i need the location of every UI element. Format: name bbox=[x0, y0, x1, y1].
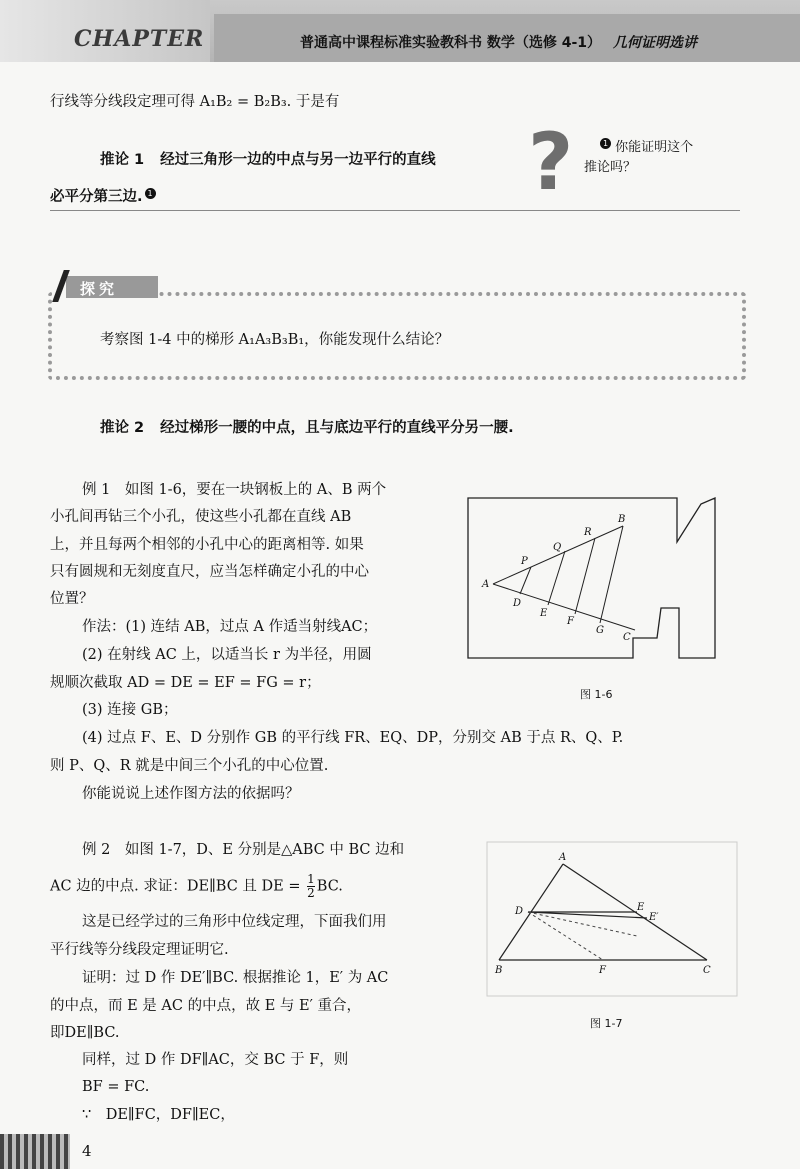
dashed-lines bbox=[528, 912, 637, 960]
example-2-line: 同样，过 D 作 DF∥AC，交 BC 于 F，则 bbox=[82, 1052, 349, 1068]
example-2-line: 证明：过 D 作 DE′∥BC. 根据推论 1，E′ 为 AC bbox=[82, 970, 389, 986]
point-label: D bbox=[515, 906, 524, 917]
example-2-line: 这是已经学过的三角形中位线定理，下面我们用 bbox=[82, 914, 387, 930]
example-2-line2-post: BC. bbox=[316, 878, 343, 895]
point-label: C bbox=[703, 965, 711, 976]
example-2-line: 的中点，而 E 是 AC 的中点，故 E 与 E′ 重合， bbox=[50, 998, 361, 1014]
figure-1-6-caption: 图 1-6 bbox=[580, 688, 613, 701]
example-1-line: 则 P、Q、R 就是中间三个小孔的中心位置. bbox=[50, 758, 329, 774]
side-note-line2: 推论吗？ bbox=[584, 160, 637, 175]
fraction bbox=[307, 873, 315, 900]
corollary-2-label: 推论 2 bbox=[100, 420, 145, 436]
segment-FR bbox=[575, 538, 595, 614]
figure-1-7-labels bbox=[494, 852, 711, 976]
point-label: B bbox=[618, 514, 626, 525]
segment-AB bbox=[493, 526, 623, 584]
footer-bar bbox=[0, 1134, 70, 1169]
example-1-line: 你能说说上述作图方法的依据吗？ bbox=[82, 786, 300, 802]
note-marker-icon: 1 bbox=[145, 188, 156, 199]
fraction-denominator: 2 bbox=[307, 886, 315, 900]
explore-text: 考察图 1-4 中的梯形 A₁A₃B₃B₁，你能发现什么结论？ bbox=[100, 332, 450, 348]
point-label: F bbox=[567, 616, 574, 627]
chapter-label: CHAPTER bbox=[74, 26, 205, 52]
example-1-line: (3) 连接 GB； bbox=[82, 702, 178, 718]
point-label: E bbox=[540, 608, 548, 619]
intro-line: 行线等分线段定理可得 A₁B₂ = B₂B₃. 于是有 bbox=[50, 94, 340, 110]
corollary-2 bbox=[100, 418, 514, 438]
example-1-line: 上，并且每两个相邻的小孔中心的距离相等. 如果 bbox=[50, 537, 364, 553]
point-label: A bbox=[559, 852, 567, 863]
construction-lines bbox=[493, 526, 635, 630]
side-note bbox=[584, 138, 694, 178]
explore-label: 探究 bbox=[80, 280, 119, 298]
example-1-line: 位置？ bbox=[50, 591, 94, 607]
figure-1-6 bbox=[465, 490, 740, 670]
figure-1-7 bbox=[485, 840, 740, 1000]
corollary-2-text: 经过梯形一腰的中点，且与底边平行的直线平分另一腰. bbox=[160, 420, 514, 436]
example-1-line: 规顺次截取 AD = DE = EF = FG = r； bbox=[50, 675, 321, 691]
point-label: B bbox=[495, 965, 503, 976]
plate-edge bbox=[468, 498, 715, 658]
side-note-marker-icon: 1 bbox=[600, 138, 611, 149]
point-label: E′ bbox=[649, 912, 659, 923]
corollary-1-line2 bbox=[50, 187, 156, 207]
segment-GB bbox=[600, 526, 623, 623]
example-2-line: 平行线等分线段定理证明它. bbox=[50, 942, 229, 958]
example-2-line2 bbox=[50, 873, 343, 900]
point-label: A bbox=[482, 579, 490, 590]
steel-plate-outline bbox=[465, 498, 713, 660]
explore-tab bbox=[58, 268, 158, 302]
point-label: C bbox=[623, 632, 631, 643]
example-1-line: 小孔间再钻三个小孔，使这些小孔都在直线 AB bbox=[50, 509, 352, 525]
point-label: R bbox=[584, 527, 592, 538]
corollary-1-text-line2: 必平分第三边. bbox=[50, 189, 143, 205]
corollary-1-text-line1: 经过三角形一边的中点与另一边平行的直线 bbox=[160, 152, 436, 168]
example-1-line: 作法：(1) 连结 AB，过点 A 作适当射线AC； bbox=[82, 619, 378, 635]
point-label: F bbox=[599, 965, 606, 976]
corollary-1 bbox=[100, 150, 436, 170]
point-label: E bbox=[637, 902, 645, 913]
example-2-line1: 例 2 如图 1-7，D、E 分别是△ABC 中 BC 边和 bbox=[82, 842, 405, 858]
book-subtitle: 几何证明选讲 bbox=[613, 35, 698, 51]
question-mark-icon: ? bbox=[528, 118, 574, 208]
segment-D-to-AC bbox=[528, 912, 637, 936]
point-label: D bbox=[513, 598, 522, 609]
example-2-line: ∵ DE∥FC，DF∥EC， bbox=[82, 1107, 235, 1123]
side-note-line1 bbox=[598, 138, 693, 158]
example-2-line: 即DE∥BC. bbox=[50, 1025, 120, 1041]
side-note-line1-text: 你能证明这个 bbox=[615, 140, 694, 155]
segment-EQ bbox=[548, 551, 565, 605]
plate-shape bbox=[468, 498, 715, 658]
example-1-line: 只有圆规和无刻度直尺，应当怎样确定小孔的中心 bbox=[50, 564, 369, 580]
section-divider bbox=[50, 210, 740, 211]
book-title-text: 普通高中课程标准实验教科书 数学（选修 4-1） bbox=[300, 35, 602, 51]
example-2-line2-pre: AC 边的中点. 求证：DE∥BC 且 DE = bbox=[50, 878, 301, 895]
figure-1-7-caption: 图 1-7 bbox=[590, 1017, 623, 1030]
example-1-line: (4) 过点 F、E、D 分别作 GB 的平行线 FR、EQ、DP，分别交 AB 于点 R、Q、P. bbox=[82, 730, 624, 746]
example-1-line: 例 1 如图 1-6，要在一块钢板上的 A、B 两个 bbox=[82, 482, 387, 498]
fraction-numerator: 1 bbox=[307, 872, 315, 886]
example-2-line: BF = FC. bbox=[82, 1079, 150, 1095]
page-number: 4 bbox=[82, 1142, 92, 1160]
segment-DEprime bbox=[528, 912, 647, 918]
figure-frame bbox=[487, 842, 737, 996]
example-1-line: (2) 在射线 AC 上，以适当长 r 为半径，用圆 bbox=[82, 647, 372, 663]
point-label: Q bbox=[553, 542, 562, 553]
page-header bbox=[0, 0, 800, 62]
corollary-1-label: 推论 1 bbox=[100, 152, 145, 168]
point-label: G bbox=[596, 625, 604, 636]
book-title bbox=[300, 32, 697, 52]
point-label: P bbox=[521, 556, 528, 567]
segment-DF bbox=[528, 912, 603, 960]
